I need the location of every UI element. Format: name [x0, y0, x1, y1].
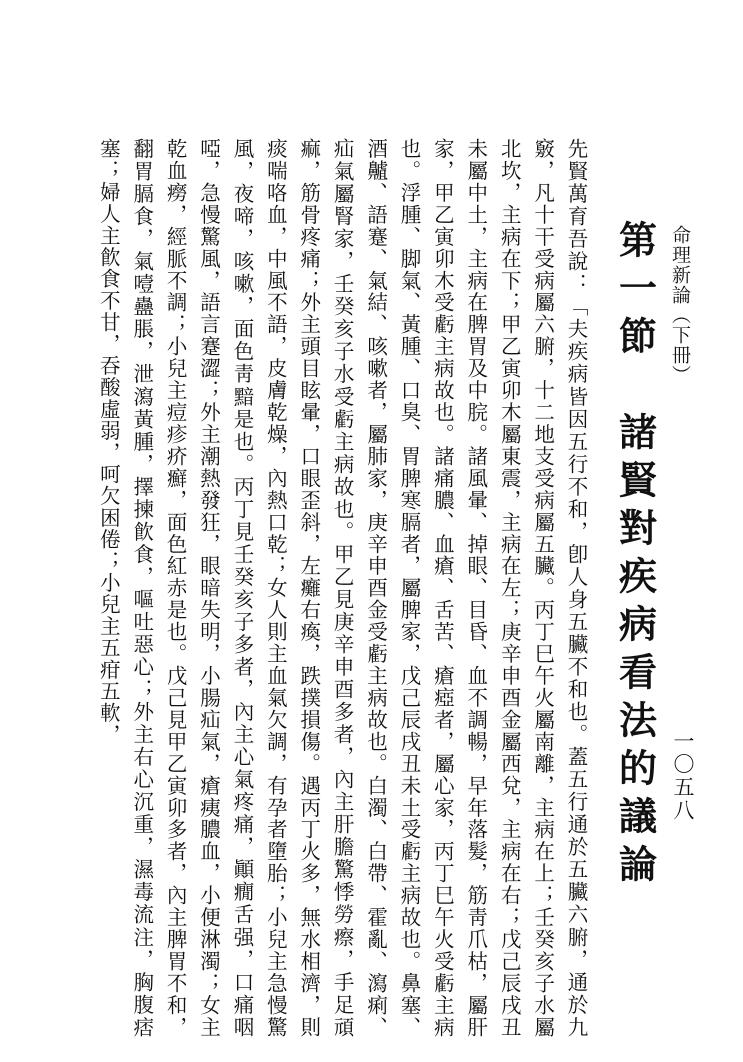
body-text	[91, 138, 592, 1038]
section-title: 第一節 諸賢對疾病看法的議論	[612, 220, 658, 892]
page-number: 一〇五八	[671, 730, 695, 822]
running-head-book-title: 命理新論（下冊）	[669, 225, 691, 385]
body-paragraph: 先賢萬育吾說：「夫疾病皆因五行不和，卽人身五臟不和也。蓋五行通於五臟六腑，通於九竅，凡十干受病屬六腑，十二地支受病屬五臟。丙丁巳午火屬南離，主病在上；壬癸亥子水屬北坎，主病在下；甲乙寅卯木屬東震，主病在左；庚辛申酉金屬西兌，主病在右；戊己辰戌丑未屬中土，主病在脾胃及中脘。諸風暈、掉眼、目昏、血不調暢，早年落髮，筋靑爪枯，屬肝家，甲乙寅卯木受虧主病故也。諸痛膿、血瘡、舌苦、瘡瘂者，屬心家，丙丁巳午火受虧主病也。浮腫、脚氣、黃腫、口臭、胃脾寒膈者，屬脾家，戊己辰戌丑未土受虧主病故也。鼻塞、酒齇、語蹇、氣結、咳嗽者，屬肺家，庚辛申酉金受虧主病故也。白濁、白帶、霍亂、瀉痢、疝氣屬腎家，壬癸亥子水受虧主病故也。甲乙見庚辛申酉多者，內主肝膽驚悸勞瘵，手足頑痲，筋骨疼痛；外主頭目眩暈，口眼歪斜，左癱右瘓，跌撲損傷。遇丙丁火多，無水相濟，則痰喘咯血，中風不語，皮膚乾燥，內熱口乾；女人則主血氣欠調，有孕者墮胎；小兒主急慢驚風，夜啼，咳嗽，面色靑黯是也。丙丁見壬癸亥子多者，內主心氣疼痛，顚癇舌强，口痛咽啞，急慢驚風，語言蹇澀；外主潮熱發狂，眼暗失明，小腸疝氣，瘡痍膿血，小便淋濁；女主乾血癆，經脈不調；小兒主痘疹疥癬，面色紅赤是也。戊己見甲乙寅卯多者，內主脾胃不和，翻胃膈食，氣噎蠱脹，泄瀉黃腫，擇揀飮食，嘔吐惡心；外主右心沉重，濕毒流注，胸腹痞塞；婦人主飮食不甘，吞酸虛弱，呵欠困倦；小兒主五疳五軟，	[96, 138, 588, 1038]
